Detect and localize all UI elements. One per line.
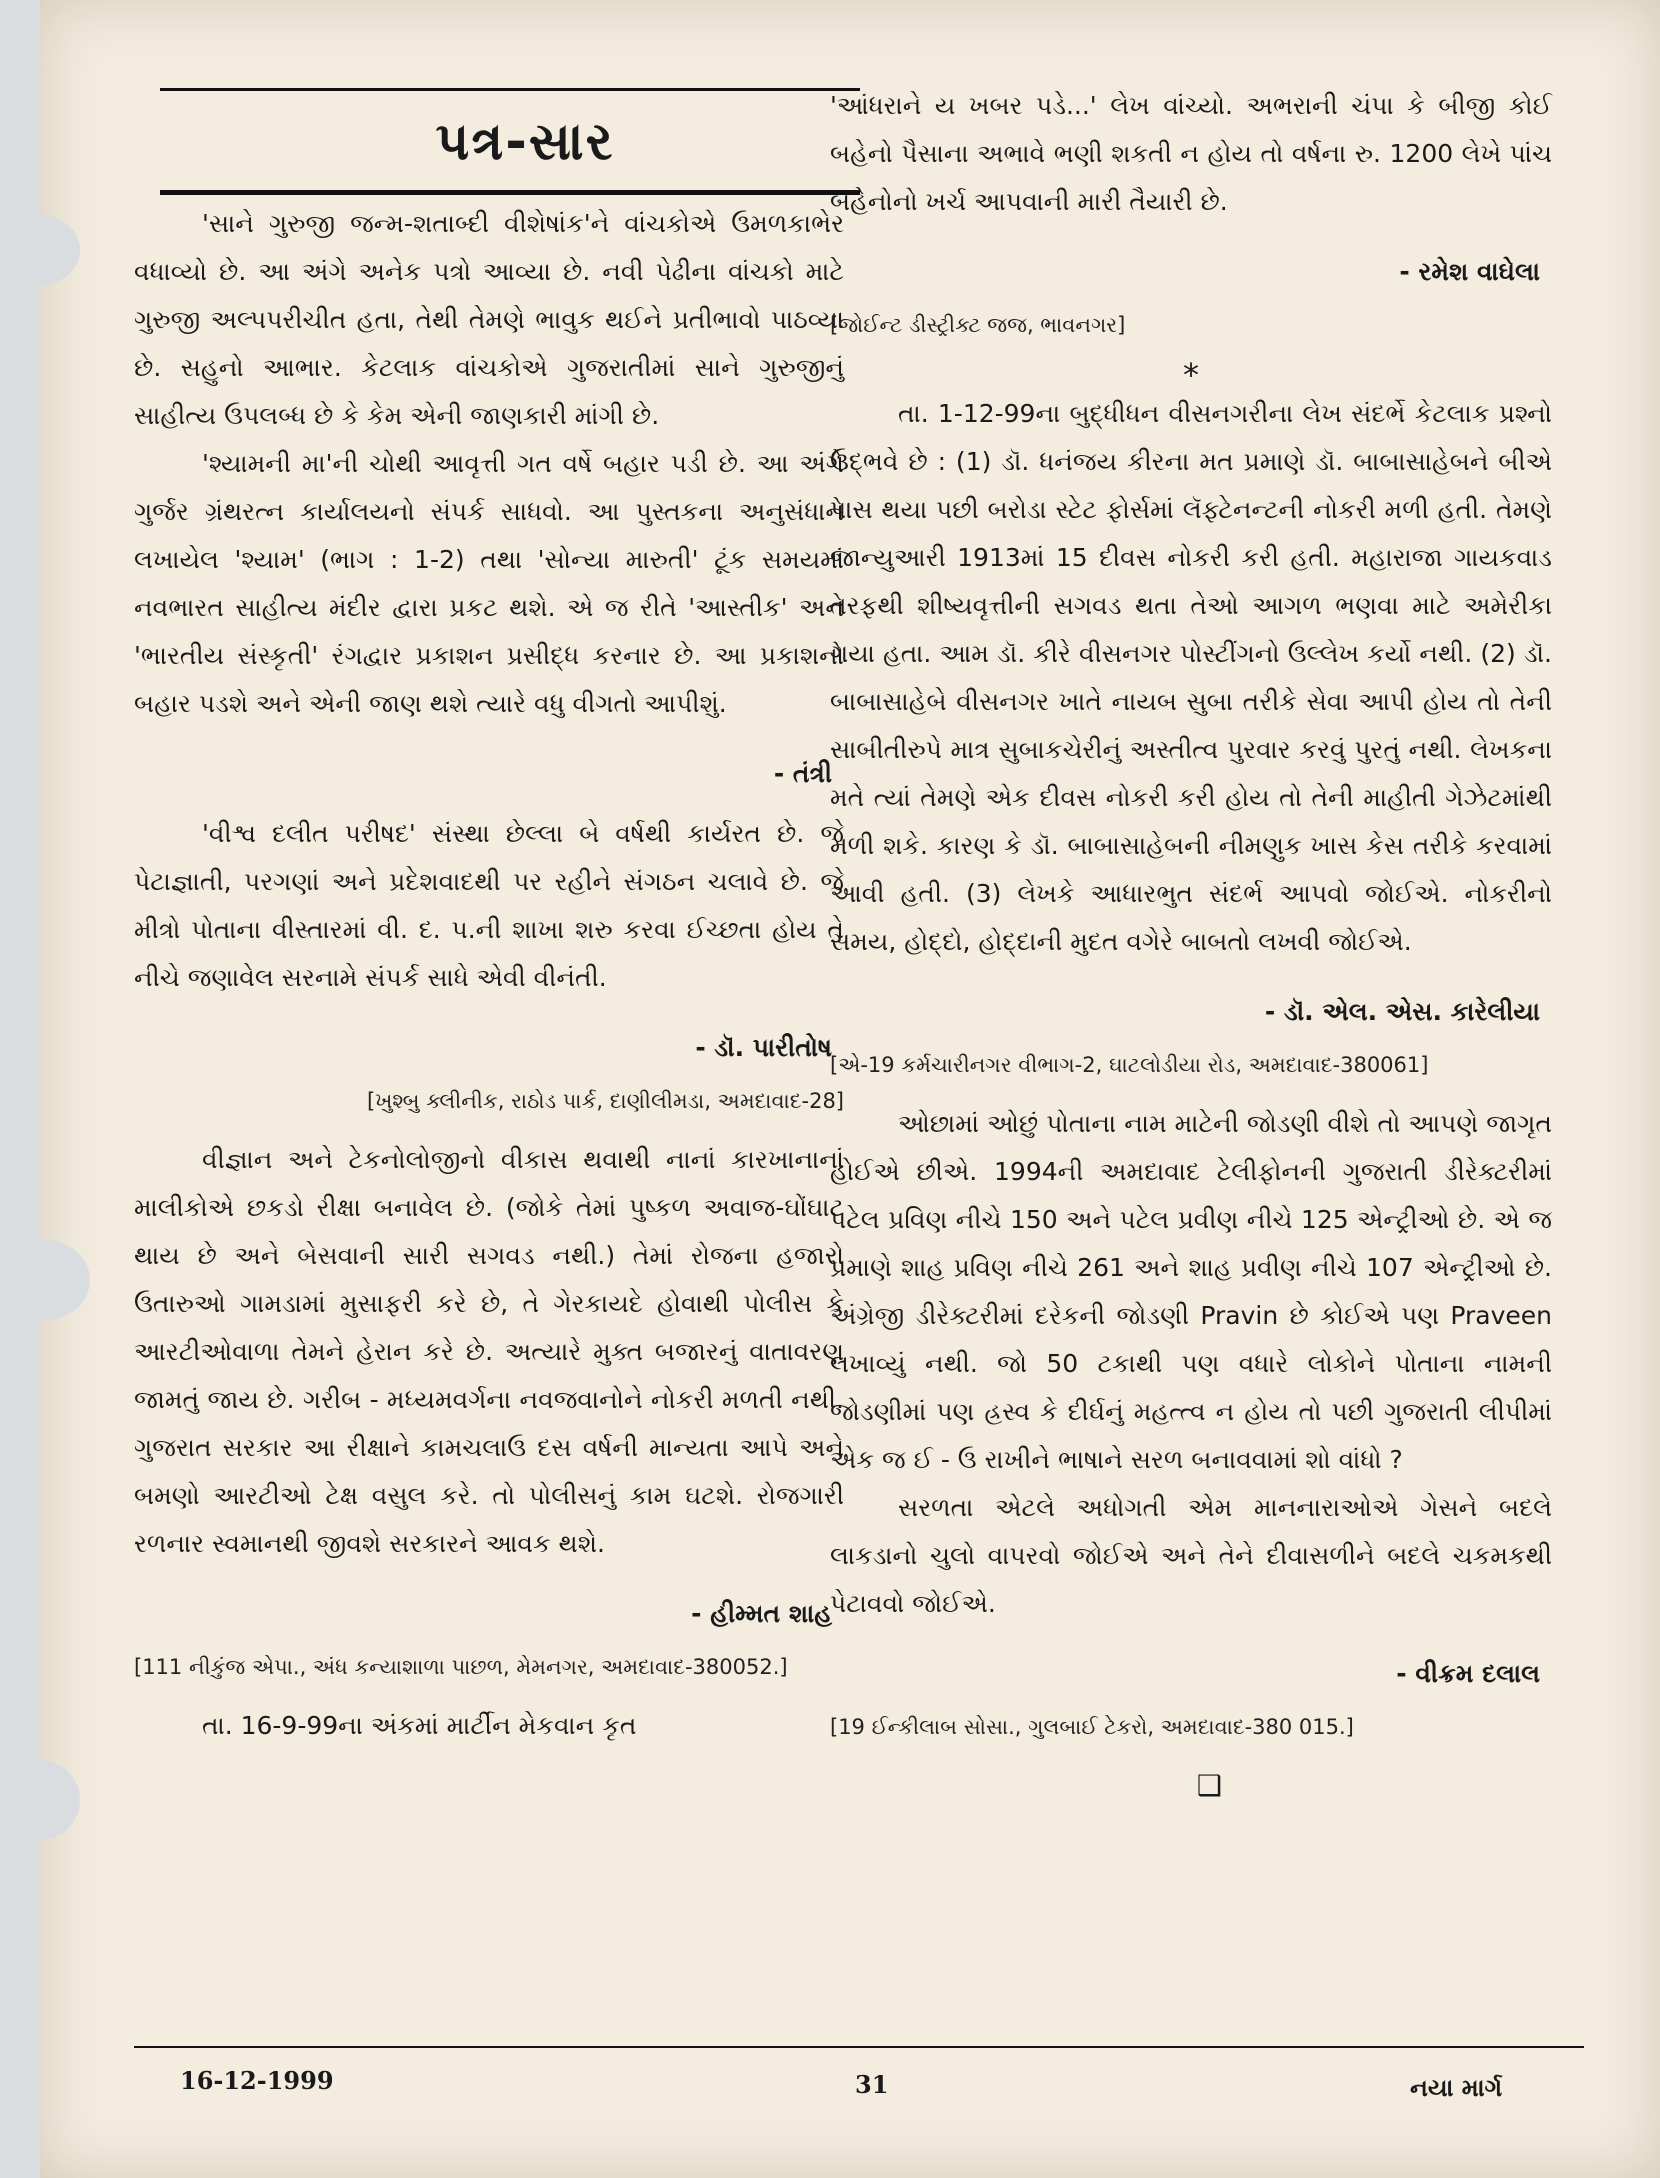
right-column: [830, 82, 1552, 1810]
letter-signature: - ડૉ. પારીતોષ: [695, 1033, 832, 1062]
letter-paragraph: 'આંધરાને ય ખબર પડે...' લેખ વાંચ્યો. અભરાની ચંપા કે બીજી કોઈ બહેનો પૈસાના અભાવે ભણી શકતી ન હોય તો વર્ષના રુ. 1200 લેખે પાંચ બહેનોનો ખર્ચ આપવાની મારી તૈયારી છે.: [830, 91, 1552, 216]
magazine-name: નયા માર્ગ: [1410, 2074, 1503, 2102]
page-title: પત્ર-સાર: [435, 112, 615, 172]
left-column: [134, 200, 844, 1750]
header-rule-bottom: [160, 190, 860, 195]
magazine-page: [40, 0, 1660, 2178]
letter-address: [19 ઈન્કીલાબ સોસા., ગુલબાઈ ટેકરો, અમદાવાદ-380 015.]: [830, 1715, 1354, 1739]
letter-address: [એ-19 કર્મચારીનગર વીભાગ-2, ઘાટલોડીયા રોડ, અમદાવાદ-380061]: [830, 1053, 1429, 1077]
letter-paragraph: ઓછામાં ઓછું પોતાના નામ માટેની જોડણી વીશે તો આપણે જાગૃત હોઈએ છીએ. 1994ની અમદાવાદ ટેલીફોનની ગુજરાતી ડીરેક્ટરીમાં પટેલ પ્રવિણ નીચે 150 અને પટેલ પ્રવીણ નીચે 125 એન્ટ્રીઓ છે. એ જ પ્રમાણે શાહ પ્રવિણ નીચે 261 અને શાહ પ્રવીણ નીચે 107 એન્ટ્રીઓ છે. અંગ્રેજી ડીરેક્ટરીમાં દરેકની જોડણી Pravin છે કોઈએ પણ Praveen લખાવ્યું નથી. જો 50 ટકાથી પણ વધારે લોકોને પોતાના નામની જોડણીમાં પણ હ્રસ્વ કે દીર્ઘનું મહત્ત્વ ન હોય તો પછી ગુજરાતી લીપીમાં એક જ ઈ - ઉ રાખીને ભાષાને સરળ બનાવવામાં શો વાંધો ?: [830, 1109, 1552, 1474]
letter-address: [111 નીકુંજ એપા., અંધ કન્યાશાળા પાછળ, મેમનગર, અમદાવાદ-380052.]: [134, 1655, 788, 1679]
letter-signature: - તંત્રી: [773, 759, 832, 788]
letter-address: [ખુશ્બુ ક્લીનીક, રાઠોડ પાર્ક, દાણીલીમડા, અમદાવાદ-28]: [366, 1089, 844, 1113]
footer-date: 16-12-1999: [180, 2066, 334, 2095]
letter-paragraph: તા. 1-12-99ના બુદ્ધીધન વીસનગરીના લેખ સંદર્ભે કેટલાક પ્રશ્નો ઉદ્ભવે છે : (1) ડૉ. ધનંજય કીરના મત પ્રમાણે ડૉ. બાબાસાહેબને બીએ પાસ થયા પછી બરોડા સ્ટેટ ફોર્સમાં લૅફ્ટેનન્ટની નોકરી મળી હતી. તેમણે જાન્યુઆરી 1913માં 15 દીવસ નોકરી કરી હતી. મહારાજા ગાયકવાડ તરફથી શીષ્યવૃત્તીની સગવડ થતા તેઓ આગળ ભણવા માટે અમેરીકા ગયા હતા. આમ ડૉ. કીરે વીસનગર પોસ્ટીંગનો ઉલ્લેખ કર્યો નથી. (2) ડૉ. બાબાસાહેબે વીસનગર ખાતે નાયબ સુબા તરીકે સેવા આપી હોય તો તેની સાબીતીરુપે માત્ર સુબાકચેરીનું અસ્તીત્વ પુરવાર કરવું પુરતું નથી. લેખકના મતે ત્યાં તેમણે એક દીવસ નોકરી કરી હોય તો તેની માહીતી ગેઝેટમાંથી મળી શકે. કારણ કે ડૉ. બાબાસાહેબની નીમણુક ખાસ કેસ તરીકે કરવામાં આવી હતી. (3) લેખકે આધારભુત સંદર્ભ આપવો જોઈએ. નોકરીનો સમય, હોદ્દો, હોદ્દાની મુદત વગેરે બાબતો લખવી જોઈએ.: [830, 399, 1552, 956]
punch-hole: [0, 215, 80, 285]
footer-rule: [134, 2046, 1584, 2048]
letter-signature: - હીમ્મત શાહ: [691, 1599, 832, 1628]
punch-hole: [0, 1240, 90, 1320]
section-divider-star: *: [1183, 356, 1199, 394]
header-rule-top: [160, 88, 860, 91]
letter-signature: - રમેશ વાઘેલા: [1399, 257, 1540, 286]
letter-paragraph: 'વીશ્વ દલીત પરીષદ' સંસ્થા છેલ્લા બે વર્ષથી કાર્યરત છે. જે પેટાજ્ઞાતી, પરગણાં અને પ્રદેશવાદથી પર રહીને સંગઠન ચલાવે છે. જે મીત્રો પોતાના વીસ્તારમાં વી. દ. પ.ની શાખા શરુ કરવા ઈચ્છતા હોય તે નીચે જણાવેલ સરનામે સંપર્ક સાધે એવી વીનંતી.: [134, 819, 844, 992]
end-mark-icon: ❑: [1196, 1769, 1222, 1802]
letter-signature: - ડૉ. એલ. એસ. કારેલીયા: [1264, 997, 1540, 1026]
letter-address: [જોઈન્ટ ડીસ્ટ્રીક્ટ જજ, ભાવનગર]: [830, 313, 1126, 337]
letter-paragraph: સરળતા એટલે અધોગતી એમ માનનારાઓએ ગેસને બદલે લાકડાનો ચુલો વાપરવો જોઈએ અને તેને દીવાસળીને બદલે ચકમકથી પેટાવવો જોઈએ.: [830, 1493, 1552, 1618]
letter-paragraph: 'શ્યામની મા'ની ચોથી આવૃત્તી ગત વર્ષે બહાર પડી છે. આ અંગે ગુર્જર ગ્રંથરત્ન કાર્યાલયનો સંપર્ક સાધવો. આ પુસ્તકના અનુસંધાને લખાયેલ 'શ્યામ' (ભાગ : 1-2) તથા 'સોન્યા મારુતી' ટૂંક સમયમાં નવભારત સાહીત્ય મંદીર દ્વારા પ્રકટ થશે. એ જ રીતે 'આસ્તીક' અને 'ભારતીય સંસ્કૃતી' રંગદ્વાર પ્રકાશન પ્રસીદ્ધ કરનાર છે. આ પ્રકાશનો બહાર પડશે અને એની જાણ થશે ત્યારે વધુ વીગતો આપીશું.: [134, 449, 844, 718]
letter-signature: - વીક્રમ દલાલ: [1396, 1659, 1540, 1688]
letter-paragraph: વીજ્ઞાન અને ટેકનોલોજીનો વીકાસ થવાથી નાનાં કારખાનાનાં માલીકોએ છકડો રીક્ષા બનાવેલ છે. (જોકે તેમાં પુષ્કળ અવાજ-ઘોંઘાટ થાય છે અને બેસવાની સારી સગવડ નથી.) તેમાં રોજના હજારો ઉતારુઓ ગામડામાં મુસાફરી કરે છે, તે ગેરકાયદે હોવાથી પોલીસ કે આરટીઓવાળા તેમને હેરાન કરે છે. અત્યારે મુક્ત બજારનું વાતાવરણ જામતું જાય છે. ગરીબ - મધ્યમવર્ગના નવજવાનોને નોકરી મળતી નથી. ગુજરાત સરકાર આ રીક્ષાને કામચલાઉ દસ વર્ષની માન્યતા આપે અને બમણો આરટીઓ ટેક્ષ વસુલ કરે. તો પોલીસનું કામ ઘટશે. રોજગારી રળનાર સ્વમાનથી જીવશે સરકારને આવક થશે.: [134, 1145, 844, 1558]
page-number: 31: [855, 2070, 889, 2099]
letter-paragraph: 'સાને ગુરુજી જન્મ-શતાબ્દી વીશેષાંક'ને વાંચકોએ ઉમળકાભેર વધાવ્યો છે. આ અંગે અનેક પત્રો આવ્યા છે. નવી પેઢીના વાંચકો માટે ગુરુજી અલ્પપરીચીત હતા, તેથી તેમણે ભાવુક થઈને પ્રતીભાવો પાઠવ્યા છે. સહુનો આભાર. કેટલાક વાંચકોએ ગુજરાતીમાં સાને ગુરુજીનું સાહીત્ય ઉપલબ્ધ છે કે કેમ એની જાણકારી માંગી છે.: [134, 209, 844, 430]
letter-paragraph: તા. 16-9-99ના અંકમાં માર્ટીન મેકવાન કૃત: [202, 1711, 637, 1740]
punch-hole: [0, 1760, 80, 1840]
